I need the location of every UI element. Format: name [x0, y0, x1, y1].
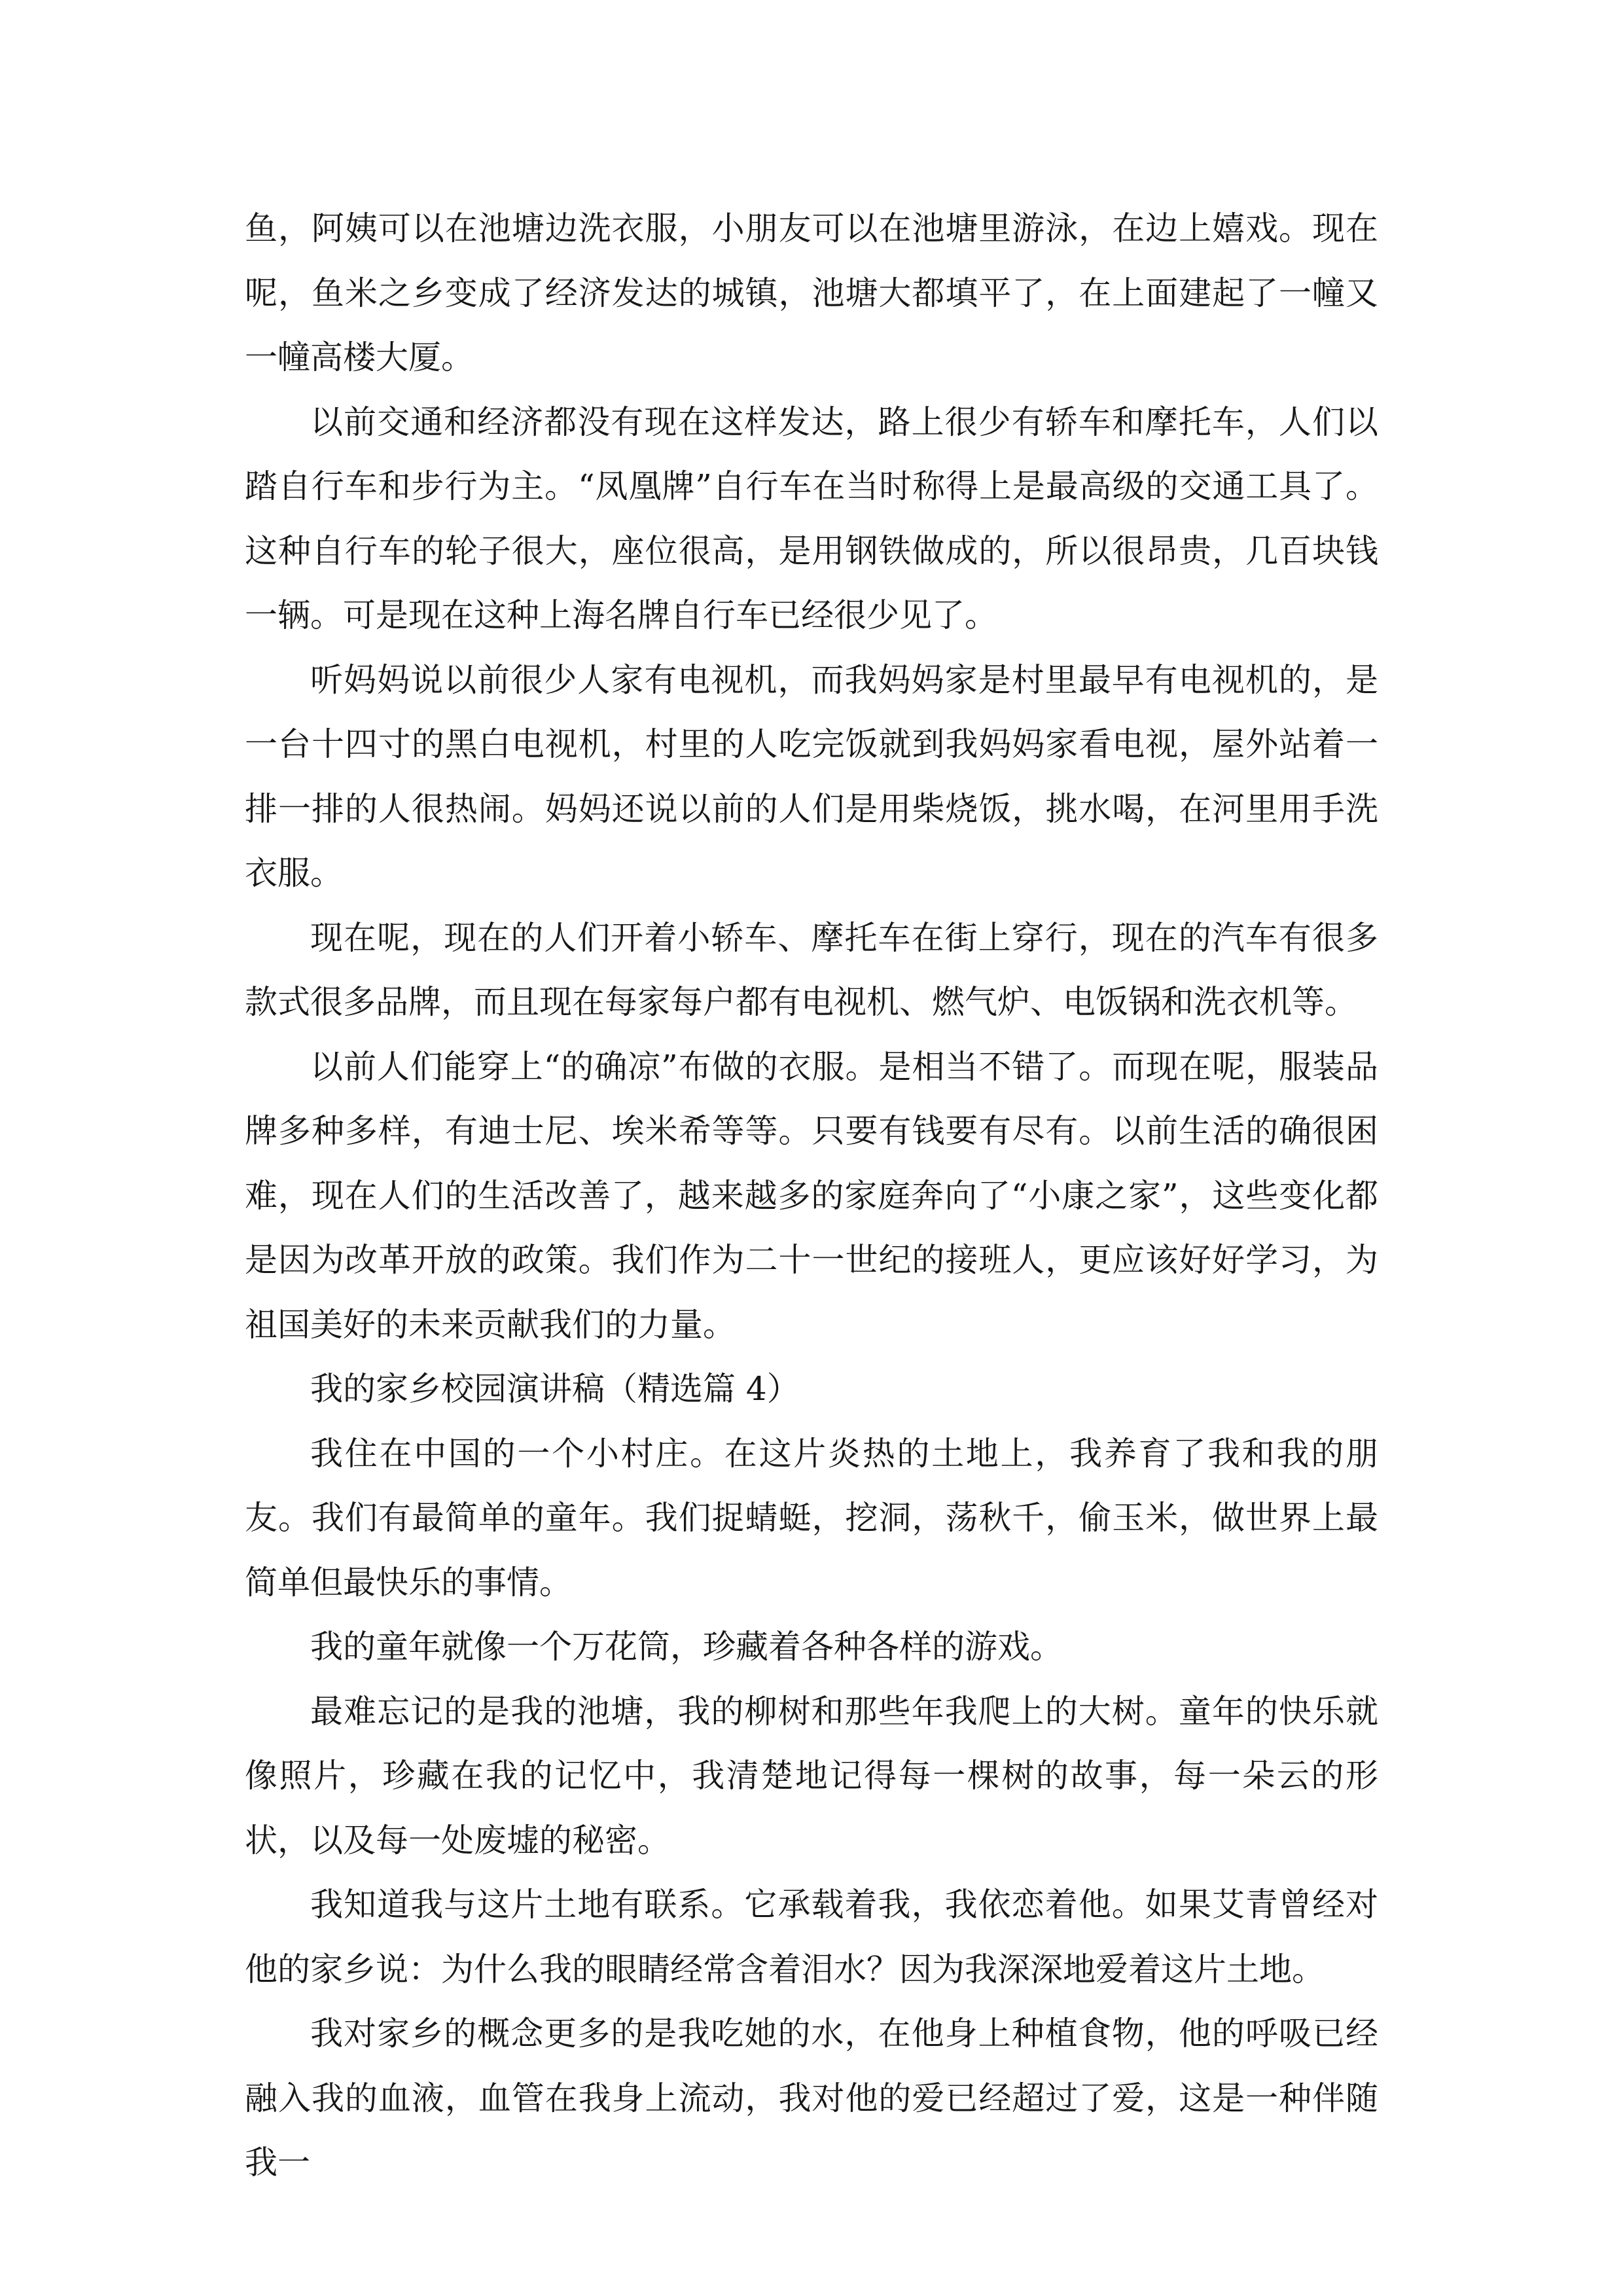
section-paragraph-4: 我知道我与这片土地有联系。它承载着我，我依恋着他。如果艾青曾经对他的家乡说：为什么我的眼睛经常含着泪水？因为我深深地爱着这片土地。 [245, 1886, 1378, 1988]
paragraph-4: 现在呢，现在的人们开着小轿车、摩托车在街上穿行，现在的汽车有很多款式很多品牌，而且现在每家每户都有电视机、燃气炉、电饭锅和洗衣机等。 [245, 918, 1378, 1021]
paragraph-3: 听妈妈说以前很少人家有电视机，而我妈妈家是村里最早有电视机的，是一台十四寸的黑白电视机，村里的人吃完饭就到我妈妈家看电视，屋外站着一排一排的人很热闹。妈妈还说以前的人们是用柴烧饭，挑水喝，在河里用手洗衣服。 [245, 660, 1378, 892]
paragraph-5: 以前人们能穿上“的确凉”布做的衣服。是相当不错了。而现在呢，服装品牌多种多样，有迪士尼、埃米希等等。只要有钱要有尽有。以前生活的确很困难，现在人们的生活改善了，越来越多的家庭奔向了“小康之家”，这些变化都是因为改革开放的政策。我们作为二十一世纪的接班人，更应该好好学习，为祖国美好的未来贡献我们的力量。 [245, 1047, 1378, 1344]
section-paragraph-2: 我的童年就像一个万花筒，珍藏着各种各样的游戏。 [310, 1628, 1063, 1666]
paragraph-2: 以前交通和经济都没有现在这样发达，路上很少有轿车和摩托车，人们以踏自行车和步行为主。“凤凰牌”自行车在当时称得上是最高级的交通工具了。这种自行车的轮子很大，座位很高，是用钢铁做成的，所以很昂贵，几百块钱一辆。可是现在这种上海名牌自行车已经很少见了。 [245, 403, 1378, 634]
section-heading: 我的家乡校园演讲稿（精选篇 4） [310, 1370, 800, 1408]
section-paragraph-1: 我住在中国的一个小村庄。在这片炎热的土地上，我养育了我和我的朋友。我们有最简单的童年。我们捉蜻蜓，挖洞，荡秋千，偷玉米，做世界上最简单但最快乐的事情。 [245, 1434, 1378, 1602]
paragraph-1: 鱼，阿姨可以在池塘边洗衣服，小朋友可以在池塘里游泳，在边上嬉戏。现在呢，鱼米之乡变成了经济发达的城镇，池塘大都填平了，在上面建起了一幢又一幢高楼大厦。 [245, 209, 1378, 376]
section-paragraph-3: 最难忘记的是我的池塘，我的柳树和那些年我爬上的大树。童年的快乐就像照片，珍藏在我的记忆中，我清楚地记得每一棵树的故事，每一朵云的形状，以及每一处废墟的秘密。 [245, 1692, 1378, 1859]
section-paragraph-5: 我对家乡的概念更多的是我吃她的水，在他身上种植食物，他的呼吸已经融入我的血液，血管在我身上流动，我对他的爱已经超过了爱，这是一种伴随我一 [245, 2015, 1378, 2181]
document-body [245, 196, 1378, 2195]
